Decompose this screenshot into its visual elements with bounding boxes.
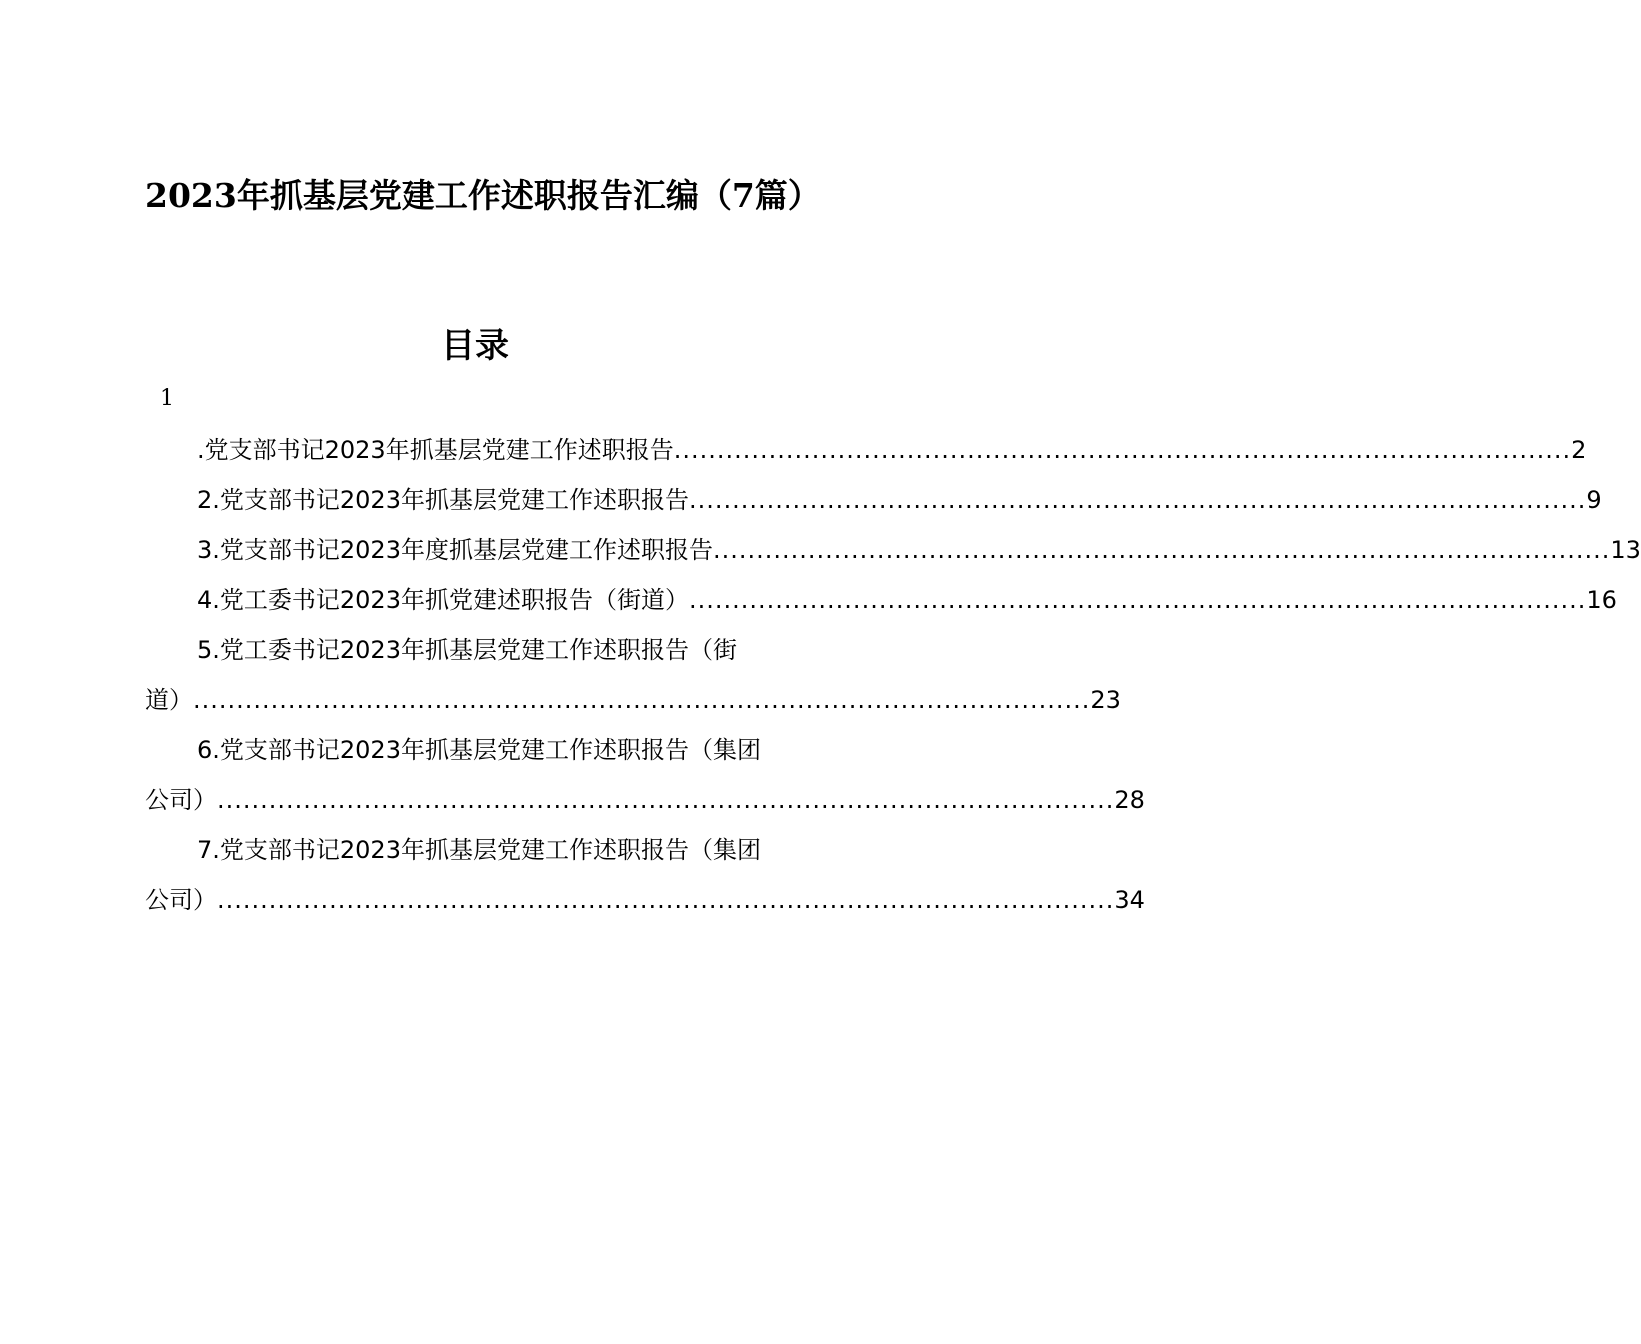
toc-leader-dots: ........................................................................................................ [217, 886, 1115, 914]
toc-page-number: 2 [1571, 436, 1587, 464]
toc-entry-3[interactable] [145, 525, 1641, 575]
toc-page-number: 23 [1090, 686, 1121, 714]
toc-entry-7[interactable] [145, 825, 1145, 925]
toc-page-number: 28 [1114, 786, 1145, 814]
toc-entry-title-continued: 公司） [145, 886, 217, 914]
toc-entry-title: 3.党支部书记2023年度抓基层党建工作述职报告 [197, 536, 713, 564]
toc-page-number: 9 [1586, 486, 1602, 514]
toc-entry-6[interactable] [145, 725, 1145, 825]
toc-entry-title: 7.党支部书记2023年抓基层党建工作述职报告（集团 [197, 836, 761, 864]
toc-entry-title: 2.党支部书记2023年抓基层党建工作述职报告 [197, 486, 689, 514]
toc-leader-dots: ........................................................................................................ [688, 486, 1587, 514]
toc-leader-dots: ........................................................................................................ [193, 686, 1091, 714]
toc-entry-title-continued: 道） [145, 686, 193, 714]
toc-entry-1[interactable] [145, 425, 1587, 475]
toc-entry-title-continued: 公司） [145, 786, 217, 814]
toc-leader-dots: ........................................................................................................ [712, 536, 1611, 564]
toc-heading: 目录 [441, 326, 509, 366]
toc-entry-title: 5.党工委书记2023年抓基层党建工作述职报告（街 [197, 636, 737, 664]
toc-page-number: 16 [1586, 586, 1617, 614]
toc-leader-dots: ........................................................................................................ [673, 436, 1572, 464]
toc-entry-5[interactable] [145, 625, 1121, 725]
document-title: 2023年抓基层党建工作述职报告汇编（7篇） [145, 176, 821, 215]
toc-entry-title: 4.党工委书记2023年抓党建述职报告（街道） [197, 586, 689, 614]
toc-page-number: 13 [1610, 536, 1641, 564]
toc-leader-dots: ........................................................................................................ [217, 786, 1115, 814]
page-marker-number: 1 [160, 386, 174, 411]
toc-entry-4[interactable] [145, 575, 1617, 625]
toc-entry-title: 6.党支部书记2023年抓基层党建工作述职报告（集团 [197, 736, 761, 764]
table-of-contents [145, 425, 1641, 925]
toc-leader-dots: ........................................................................................................ [688, 586, 1587, 614]
toc-entry-title: .党支部书记2023年抓基层党建工作述职报告 [197, 436, 674, 464]
toc-entry-2[interactable] [145, 475, 1602, 525]
toc-page-number: 34 [1114, 886, 1145, 914]
